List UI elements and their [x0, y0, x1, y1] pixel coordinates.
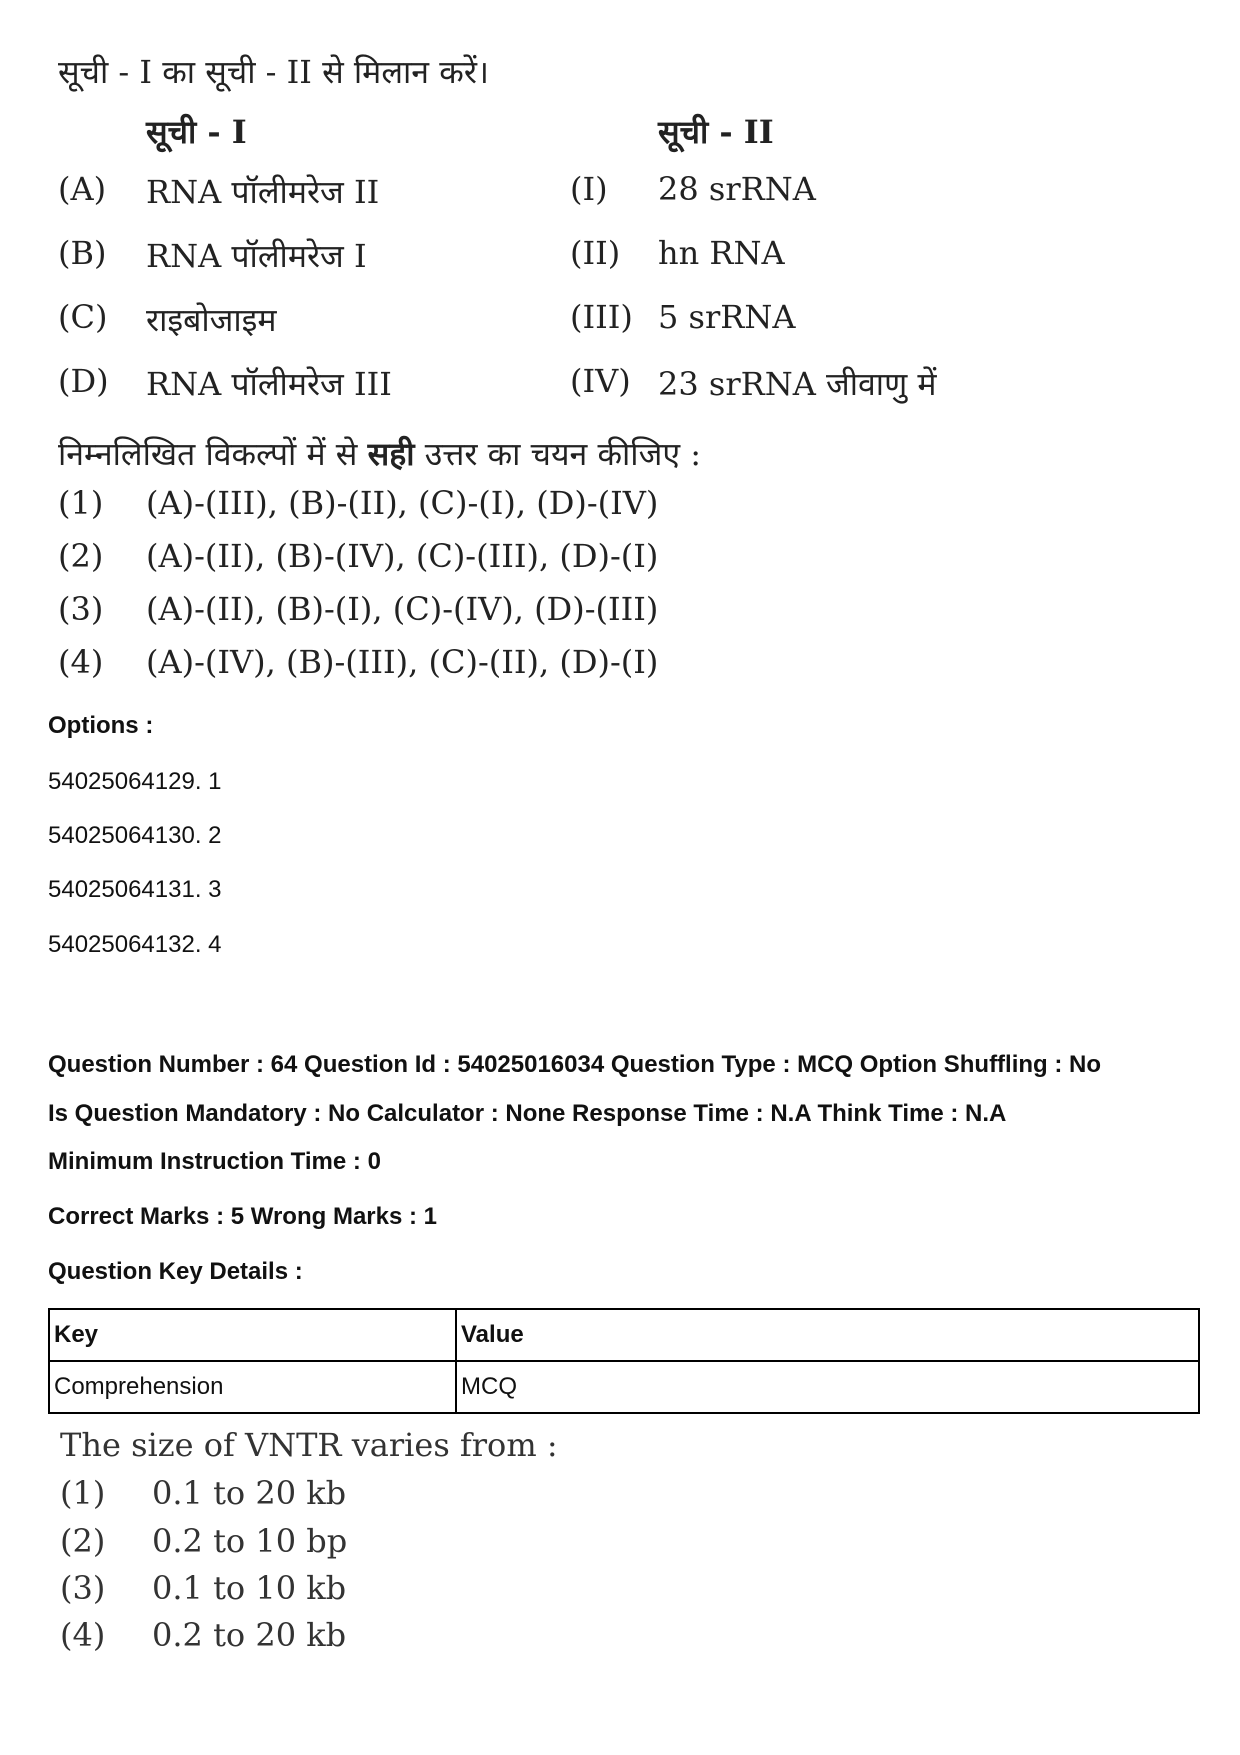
choice-number: (3)	[60, 1569, 106, 1607]
list-1-text: RNA पॉलीमरेज II	[146, 173, 380, 211]
match-row	[58, 170, 958, 230]
list-1-tag: (C)	[58, 298, 108, 336]
choice-text: 0.1 to 10 kb	[152, 1569, 347, 1607]
choice-number: (2)	[58, 537, 104, 575]
option-item: 54025064131. 3	[48, 876, 222, 903]
list-2-text: hn RNA	[658, 234, 785, 272]
table-header-key: Key	[49, 1309, 456, 1361]
choice-text: (A)-(III), (B)-(II), (C)-(I), (D)-(IV)	[146, 484, 659, 522]
option-item: 54025064132. 4	[48, 931, 222, 958]
choice-text: (A)-(II), (B)-(I), (C)-(IV), (D)-(III)	[146, 590, 659, 628]
list-1-text: RNA पॉलीमरेज III	[146, 365, 392, 403]
list-2-tag: (III)	[570, 298, 633, 336]
list-2-tag: (I)	[570, 170, 608, 208]
question-title: The size of VNTR varies from :	[60, 1426, 558, 1464]
match-row	[58, 298, 958, 358]
list-1-tag: (A)	[58, 170, 107, 208]
list-1-heading: सूची - I	[146, 113, 247, 151]
match-row	[58, 362, 958, 422]
table-cell-value: MCQ	[456, 1361, 1199, 1413]
table-row	[49, 1361, 1199, 1413]
choice-number: (3)	[58, 590, 104, 628]
question-key-table	[48, 1308, 1200, 1414]
option-item: 54025064129. 1	[48, 768, 222, 795]
choice-number: (1)	[58, 484, 104, 522]
list-2-tag: (II)	[570, 234, 621, 272]
choice-text: (A)-(II), (B)-(IV), (C)-(III), (D)-(I)	[146, 537, 659, 575]
choice-text: 0.1 to 20 kb	[152, 1474, 347, 1512]
table-header-row	[49, 1309, 1199, 1361]
match-row	[58, 234, 958, 294]
option-item: 54025064130. 2	[48, 822, 222, 849]
list-1-text: राइबोजाइम	[146, 301, 277, 339]
choice-number: (2)	[60, 1522, 106, 1560]
question-marks-line: Correct Marks : 5 Wrong Marks : 1	[48, 1203, 438, 1230]
list-1-tag: (B)	[58, 234, 107, 272]
list-2-tag: (IV)	[570, 362, 631, 400]
question-instruction	[58, 432, 701, 475]
list-1-tag: (D)	[58, 362, 109, 400]
options-heading: Options :	[48, 712, 154, 739]
question-title: सूची - I का सूची - II से मिलान करें।	[58, 53, 490, 91]
instruction-text: उत्तर का चयन कीजिए :	[414, 435, 701, 473]
choice-text: 0.2 to 20 kb	[152, 1616, 347, 1654]
list-1-text: RNA पॉलीमरेज I	[146, 237, 367, 275]
list-2-text: 28 srRNA	[658, 170, 816, 208]
instruction-emphasis: सही	[367, 435, 415, 473]
list-2-text: 5 srRNA	[658, 298, 796, 336]
question-meta-line: Minimum Instruction Time : 0	[48, 1148, 381, 1175]
instruction-text: निम्नलिखित विकल्पों में से	[58, 435, 368, 473]
choice-number: (4)	[58, 643, 104, 681]
choice-number: (4)	[60, 1616, 106, 1654]
table-cell-key: Comprehension	[49, 1361, 456, 1413]
question-meta-line: Is Question Mandatory : No Calculator : None Response Time : N.A Think Time : N.A	[48, 1100, 1007, 1127]
question-meta-line: Question Number : 64 Question Id : 54025016034 Question Type : MCQ Option Shuffling : No	[48, 1051, 1102, 1078]
list-2-text: 23 srRNA जीवाणु में	[658, 365, 937, 403]
choice-number: (1)	[60, 1474, 106, 1512]
question-key-heading: Question Key Details :	[48, 1258, 303, 1285]
list-2-heading: सूची - II	[658, 113, 774, 151]
table-header-value: Value	[456, 1309, 1199, 1361]
choice-text: (A)-(IV), (B)-(III), (C)-(II), (D)-(I)	[146, 643, 659, 681]
choice-text: 0.2 to 10 bp	[152, 1522, 348, 1560]
